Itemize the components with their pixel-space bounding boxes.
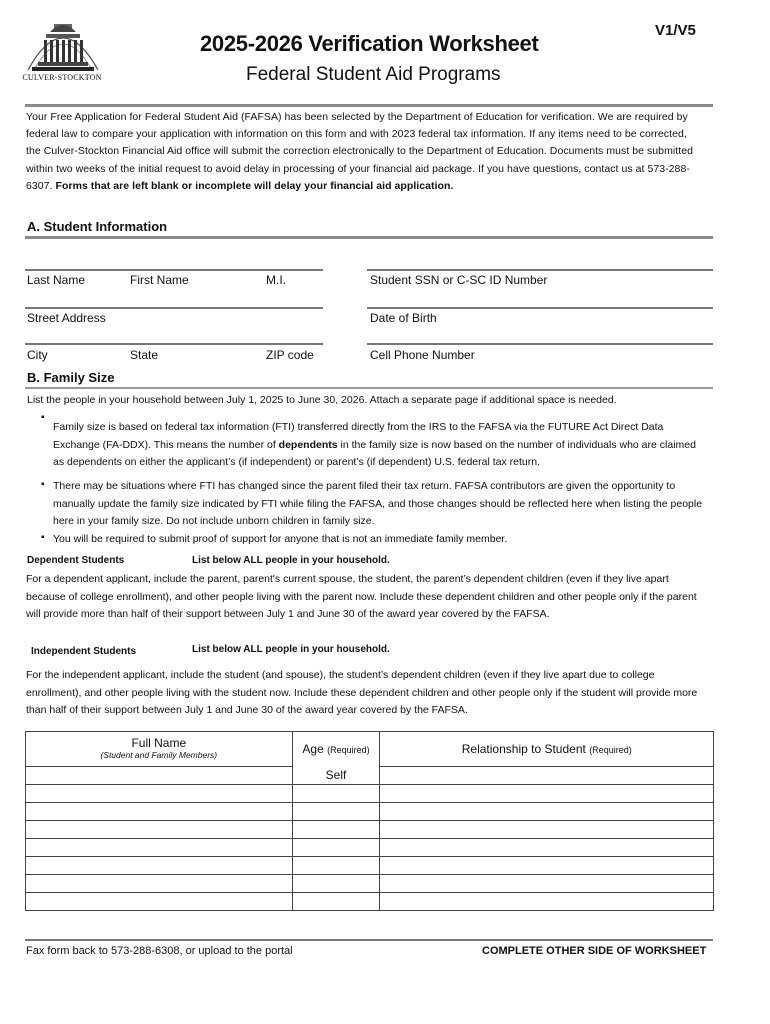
table-row: [26, 839, 714, 857]
table-row: [26, 767, 714, 785]
name-cell[interactable]: [26, 893, 293, 911]
age-required: (Required): [327, 745, 370, 756]
age-cell-self[interactable]: Self: [292, 767, 380, 785]
cell-line-top: [367, 343, 713, 345]
family-size-bullet-1: [53, 419, 703, 472]
full-name-header: [26, 732, 293, 767]
table-header-row: [26, 732, 714, 767]
name-cell[interactable]: [26, 857, 293, 875]
section-a-divider: [25, 236, 713, 239]
intro-text: Your Free Application for Federal Student Aid (FAFSA) has been selected by the Department of Education for verification. We are required by federal law to compare your application with information on this form and with 2023 federal tax information. If any items need to be corrected, the Culver-Stockton Financial Aid office will submit the correction electronically to the Department of Education. Documents must be submitted within two weeks of the initial request to avoid delay in processing of your financial aid package. If you have questions, contact us at 573-288-6307.: [26, 111, 693, 192]
age-cell[interactable]: [292, 821, 380, 839]
section-a-heading: A. Student Information: [27, 219, 168, 234]
header-divider: [25, 104, 713, 107]
bullet-1-bold: dependents: [278, 438, 338, 451]
age-cell[interactable]: [292, 875, 380, 893]
first-name-field[interactable]: First Name: [130, 273, 189, 287]
relationship-cell[interactable]: [380, 893, 714, 911]
intro-paragraph: [26, 109, 696, 195]
dependent-instruction: List below ALL people in your household.: [192, 555, 390, 566]
table-row: [26, 821, 714, 839]
table-row: [26, 893, 714, 911]
city-field[interactable]: City: [27, 348, 48, 362]
name-cell[interactable]: [26, 839, 293, 857]
zip-field[interactable]: ZIP code: [266, 348, 314, 362]
relationship-cell[interactable]: [380, 821, 714, 839]
page-subtitle: Federal Student Aid Programs: [246, 64, 501, 85]
logo-text: CULVER-STOCKTON: [22, 73, 102, 82]
relationship-cell[interactable]: [380, 839, 714, 857]
relationship-title: Relationship to Student: [461, 742, 586, 756]
bullet-marker-3: ▪: [41, 532, 45, 543]
family-size-intro: List the people in your household between July 1, 2025 to June 30, 2026. Attach a separate page if additional space is needed.: [27, 394, 617, 406]
street-line-top: [25, 307, 323, 309]
ssn-line-top: [367, 269, 713, 271]
cell-phone-field[interactable]: Cell Phone Number: [370, 348, 475, 362]
age-header: [292, 732, 380, 767]
family-size-bullet-3: You will be required to submit proof of support for anyone that is not an immediate family member.: [53, 533, 508, 545]
last-name-field[interactable]: Last Name: [27, 273, 86, 287]
complete-other-side-note: COMPLETE OTHER SIDE OF WORKSHEET: [482, 945, 707, 957]
age-title: Age: [302, 742, 324, 757]
street-address-field[interactable]: Street Address: [27, 311, 106, 325]
bullet-marker-2: ▪: [41, 479, 45, 490]
middle-initial-field[interactable]: M.I.: [266, 273, 286, 287]
ssn-field[interactable]: Student SSN or C-SC ID Number: [370, 273, 548, 287]
age-cell[interactable]: [292, 785, 380, 803]
relationship-required: (Required): [589, 745, 632, 755]
name-cell[interactable]: [26, 821, 293, 839]
dependent-students-label: Dependent Students: [27, 555, 125, 566]
version-code: V1/V5: [655, 22, 696, 39]
full-name-subtitle: (Student and Family Members): [100, 750, 218, 760]
family-size-bullet-2: There may be situations where FTI has changed since the parent filed their tax return. FAFSA contributors are given the opportunity to manually update the family size indicated by FTI while filing the FAFSA, and those changes should be reflected here when listing the people here in your family size. Do not include unborn children in family size.: [53, 480, 703, 527]
dependent-students-text: For a dependent applicant, include the parent, parent's current spouse, the student, the parent’s dependent children (even if they live apart because of college enrollment), and other people living with the parent now. Include these dependent children and other people only if the parent will provide more than half of their support between July 1 and June 30 of the award year covered by the FAFSA.: [26, 573, 697, 620]
footer-divider: [25, 939, 713, 941]
building-dome-icon: [24, 20, 102, 78]
bullet-1-text: Family size is based on federal tax information (FTI) transferred directly from the IRS to the FAFSA via the FUTURE Act Direct Data Exchange (FA-DDX). This means the number of: [53, 421, 664, 451]
relationship-cell[interactable]: [380, 767, 714, 785]
independent-students-text: For the independent applicant, include the student (and spouse), the student’s dependent children (even if they live apart due to college enrollment), and other people living with the student now. Include these dependent children and other people only if the student will provide more than half of their support between July 1 and June 30 of the award year covered by the FAFSA.: [26, 669, 698, 716]
relationship-cell[interactable]: [380, 803, 714, 821]
table-row: [26, 875, 714, 893]
independent-instruction: List below ALL people in your household.: [192, 644, 390, 655]
age-cell[interactable]: [292, 857, 380, 875]
table-row: [26, 857, 714, 875]
intro-bold-text: Forms that are left blank or incomplete will delay your financial aid application.: [55, 179, 454, 192]
section-b-heading: B. Family Size: [27, 370, 115, 385]
age-cell[interactable]: [292, 803, 380, 821]
independent-students-label: Independent Students: [31, 646, 136, 657]
name-cell[interactable]: [26, 875, 293, 893]
table-row: [26, 803, 714, 821]
name-line-top: [25, 269, 323, 271]
fax-instruction: Fax form back to 573-288-6308, or upload to the portal: [26, 945, 293, 957]
name-cell[interactable]: [26, 803, 293, 821]
age-cell[interactable]: [292, 893, 380, 911]
city-line-top: [25, 343, 323, 345]
dob-line-top: [367, 307, 713, 309]
name-cell[interactable]: [26, 767, 293, 785]
age-cell[interactable]: [292, 839, 380, 857]
bullet-marker-1: ▪: [41, 412, 45, 423]
relationship-cell[interactable]: [380, 785, 714, 803]
relationship-cell[interactable]: [380, 857, 714, 875]
bullet-1-rest: in the family size is now based on the number of individuals who are claimed as dependents on either the applicant’s (if independent) or parent’s (if dependent) U.S. federal tax return.: [53, 438, 696, 468]
state-field[interactable]: State: [130, 348, 159, 362]
page-title: 2025-2026 Verification Worksheet: [200, 31, 539, 56]
relationship-cell[interactable]: [380, 875, 714, 893]
full-name-title: Full Name: [131, 736, 187, 750]
date-of-birth-field[interactable]: Date of Birth: [370, 311, 437, 325]
family-members-table: [25, 731, 714, 911]
section-b-divider: [25, 387, 713, 389]
table-row: [26, 785, 714, 803]
name-cell[interactable]: [26, 785, 293, 803]
relationship-header: [380, 732, 714, 767]
